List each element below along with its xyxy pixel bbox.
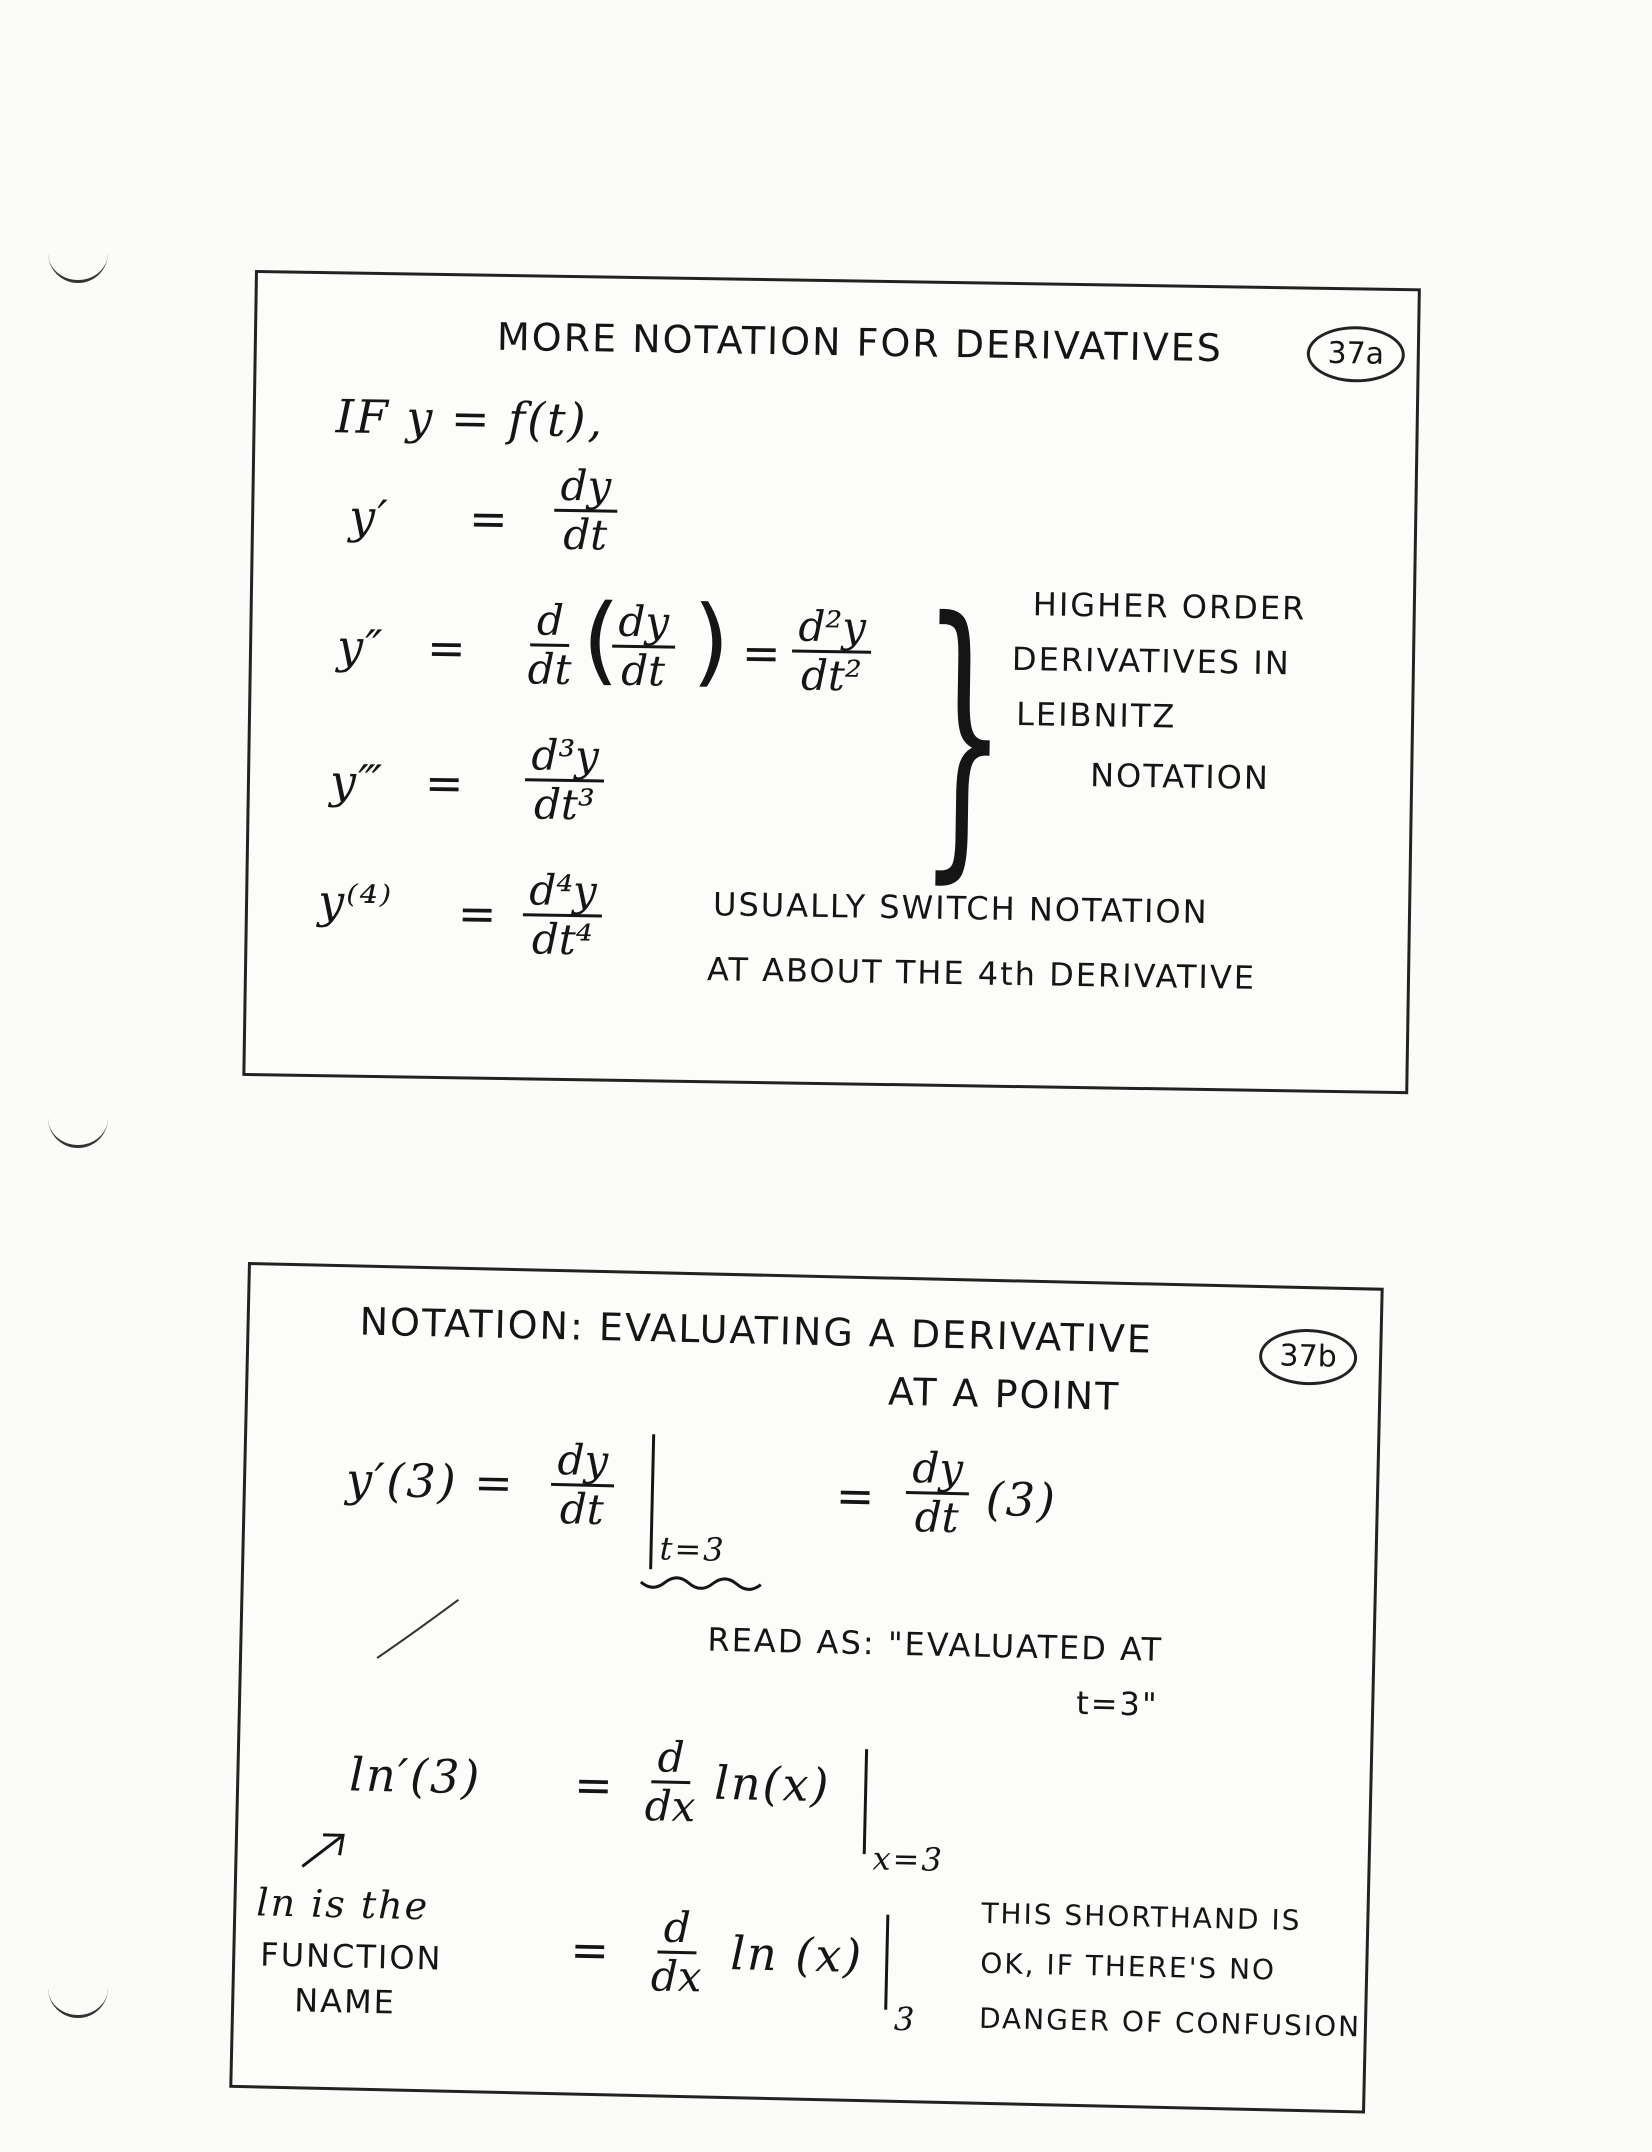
side-note-line-1: ln is the xyxy=(255,1880,430,1929)
numerator: d³y xyxy=(525,732,605,782)
switch-note-line-1: USUALLY SWITCH NOTATION xyxy=(712,885,1209,932)
denominator: dt xyxy=(562,509,608,560)
denominator: dt² xyxy=(800,650,863,701)
equals-sign: = xyxy=(457,886,499,941)
numerator: d²y xyxy=(792,603,872,653)
lhs-second-derivative: y″ xyxy=(336,619,385,675)
lhs-ln-prime-3: ln′(3) xyxy=(348,1747,482,1805)
denominator: dx xyxy=(650,1951,703,2002)
lhs-first-derivative: y′ xyxy=(348,489,390,545)
evaluation-subscript: 3 xyxy=(893,1999,917,2039)
equals-sign: = xyxy=(426,620,469,676)
evaluation-bar xyxy=(649,1434,655,1569)
denominator: dt xyxy=(914,1492,960,1543)
intro-line: IF y = f(t), xyxy=(335,389,605,448)
equals-sign: = xyxy=(569,1922,612,1978)
brace-note-line-4: NOTATION xyxy=(1089,756,1271,798)
fraction-d2y-dt2 xyxy=(791,603,872,699)
equals-sign: = xyxy=(424,755,466,811)
arrow-icon xyxy=(297,1826,358,1872)
slide-number-badge: 37b xyxy=(1258,1328,1357,1386)
numerator: d xyxy=(651,1734,691,1784)
fraction-d-dt xyxy=(521,597,578,693)
numerator: dy xyxy=(551,1437,615,1487)
equals-sign: = xyxy=(741,625,784,681)
shorthand-note-line-3: DANGER OF CONFUSION xyxy=(978,2001,1362,2044)
lhs-y-prime-3: y′(3) = xyxy=(345,1452,516,1511)
slide-title-line-2: AT A POINT xyxy=(887,1369,1121,1419)
read-as-line-2: t=3" xyxy=(1075,1683,1160,1724)
close-paren: ) xyxy=(691,584,733,698)
fraction-d3y-dt3 xyxy=(524,732,605,828)
slide-title-line-1: NOTATION: EVALUATING A DERIVATIVE xyxy=(359,1299,1154,1362)
equals-sign: = xyxy=(468,491,511,547)
ln-x-expression: ln (x) xyxy=(729,1926,864,1984)
brace-note-line-2: DERIVATIVES IN xyxy=(1011,639,1291,683)
equals-sign: = xyxy=(835,1468,878,1524)
evaluation-bar xyxy=(884,1915,889,2010)
shorthand-note-line-2: OK, IF THERE'S NO xyxy=(979,1946,1277,1987)
argument-3: (3) xyxy=(985,1471,1058,1528)
equals-sign: = xyxy=(573,1757,616,1813)
denominator: dt xyxy=(620,645,666,696)
denominator: dt⁴ xyxy=(531,914,593,965)
brace-note-line-3: LEIBNITZ xyxy=(1015,695,1177,736)
denominator: dx xyxy=(644,1781,696,1832)
switch-note-line-2: AT ABOUT THE 4th DERIVATIVE xyxy=(706,950,1257,997)
numerator: d xyxy=(657,1904,697,1954)
brace-note-line-1: HIGHER ORDER xyxy=(1032,585,1307,628)
fraction-dy-dt xyxy=(550,1437,615,1533)
lhs-fourth-derivative: y⁽⁴⁾ xyxy=(317,874,394,930)
slide-number-badge: 37a xyxy=(1306,326,1405,384)
side-note-line-3: NAME xyxy=(293,1981,397,2022)
slide-37a xyxy=(242,270,1421,1094)
numerator: dy xyxy=(612,599,675,649)
fraction-d-dx-2 xyxy=(644,1904,709,2000)
denominator: dt³ xyxy=(533,779,596,830)
numerator: dy xyxy=(906,1445,970,1495)
open-paren: ( xyxy=(581,583,623,696)
binder-hole-top xyxy=(48,250,108,283)
pen-stroke xyxy=(372,1593,464,1665)
slide-title: MORE NOTATION FOR DERIVATIVES xyxy=(496,314,1224,371)
shorthand-note-line-1: THIS SHORTHAND IS xyxy=(981,1896,1302,1938)
fraction-dy-dt-2 xyxy=(905,1445,970,1541)
side-note-line-2: FUNCTION xyxy=(259,1935,443,1978)
binder-hole-middle xyxy=(48,1115,108,1148)
read-as-line-1: READ AS: "EVALUATED AT xyxy=(707,1620,1164,1669)
evaluation-bar xyxy=(863,1749,868,1854)
evaluation-subscript: t=3 xyxy=(659,1529,727,1569)
numerator: d xyxy=(531,597,571,647)
curly-brace: } xyxy=(918,558,1010,909)
fraction-d-dx xyxy=(638,1734,703,1830)
lhs-third-derivative: y‴ xyxy=(329,754,385,810)
fraction-dy-dt xyxy=(554,460,618,560)
binder-hole-bottom xyxy=(48,1985,108,2018)
numerator: d⁴y xyxy=(523,867,603,917)
underline-squiggle xyxy=(639,1574,769,1597)
fraction-d4y-dt4 xyxy=(522,867,603,963)
denominator: dt xyxy=(527,644,572,695)
evaluation-subscript: x=3 xyxy=(872,1839,945,1879)
slide-37b xyxy=(229,1262,1383,2114)
fraction-dy-dt-inner xyxy=(611,596,675,696)
ln-x-expression: ln(x) xyxy=(713,1755,832,1813)
numerator: dy xyxy=(554,463,617,513)
denominator: dt xyxy=(559,1484,605,1535)
